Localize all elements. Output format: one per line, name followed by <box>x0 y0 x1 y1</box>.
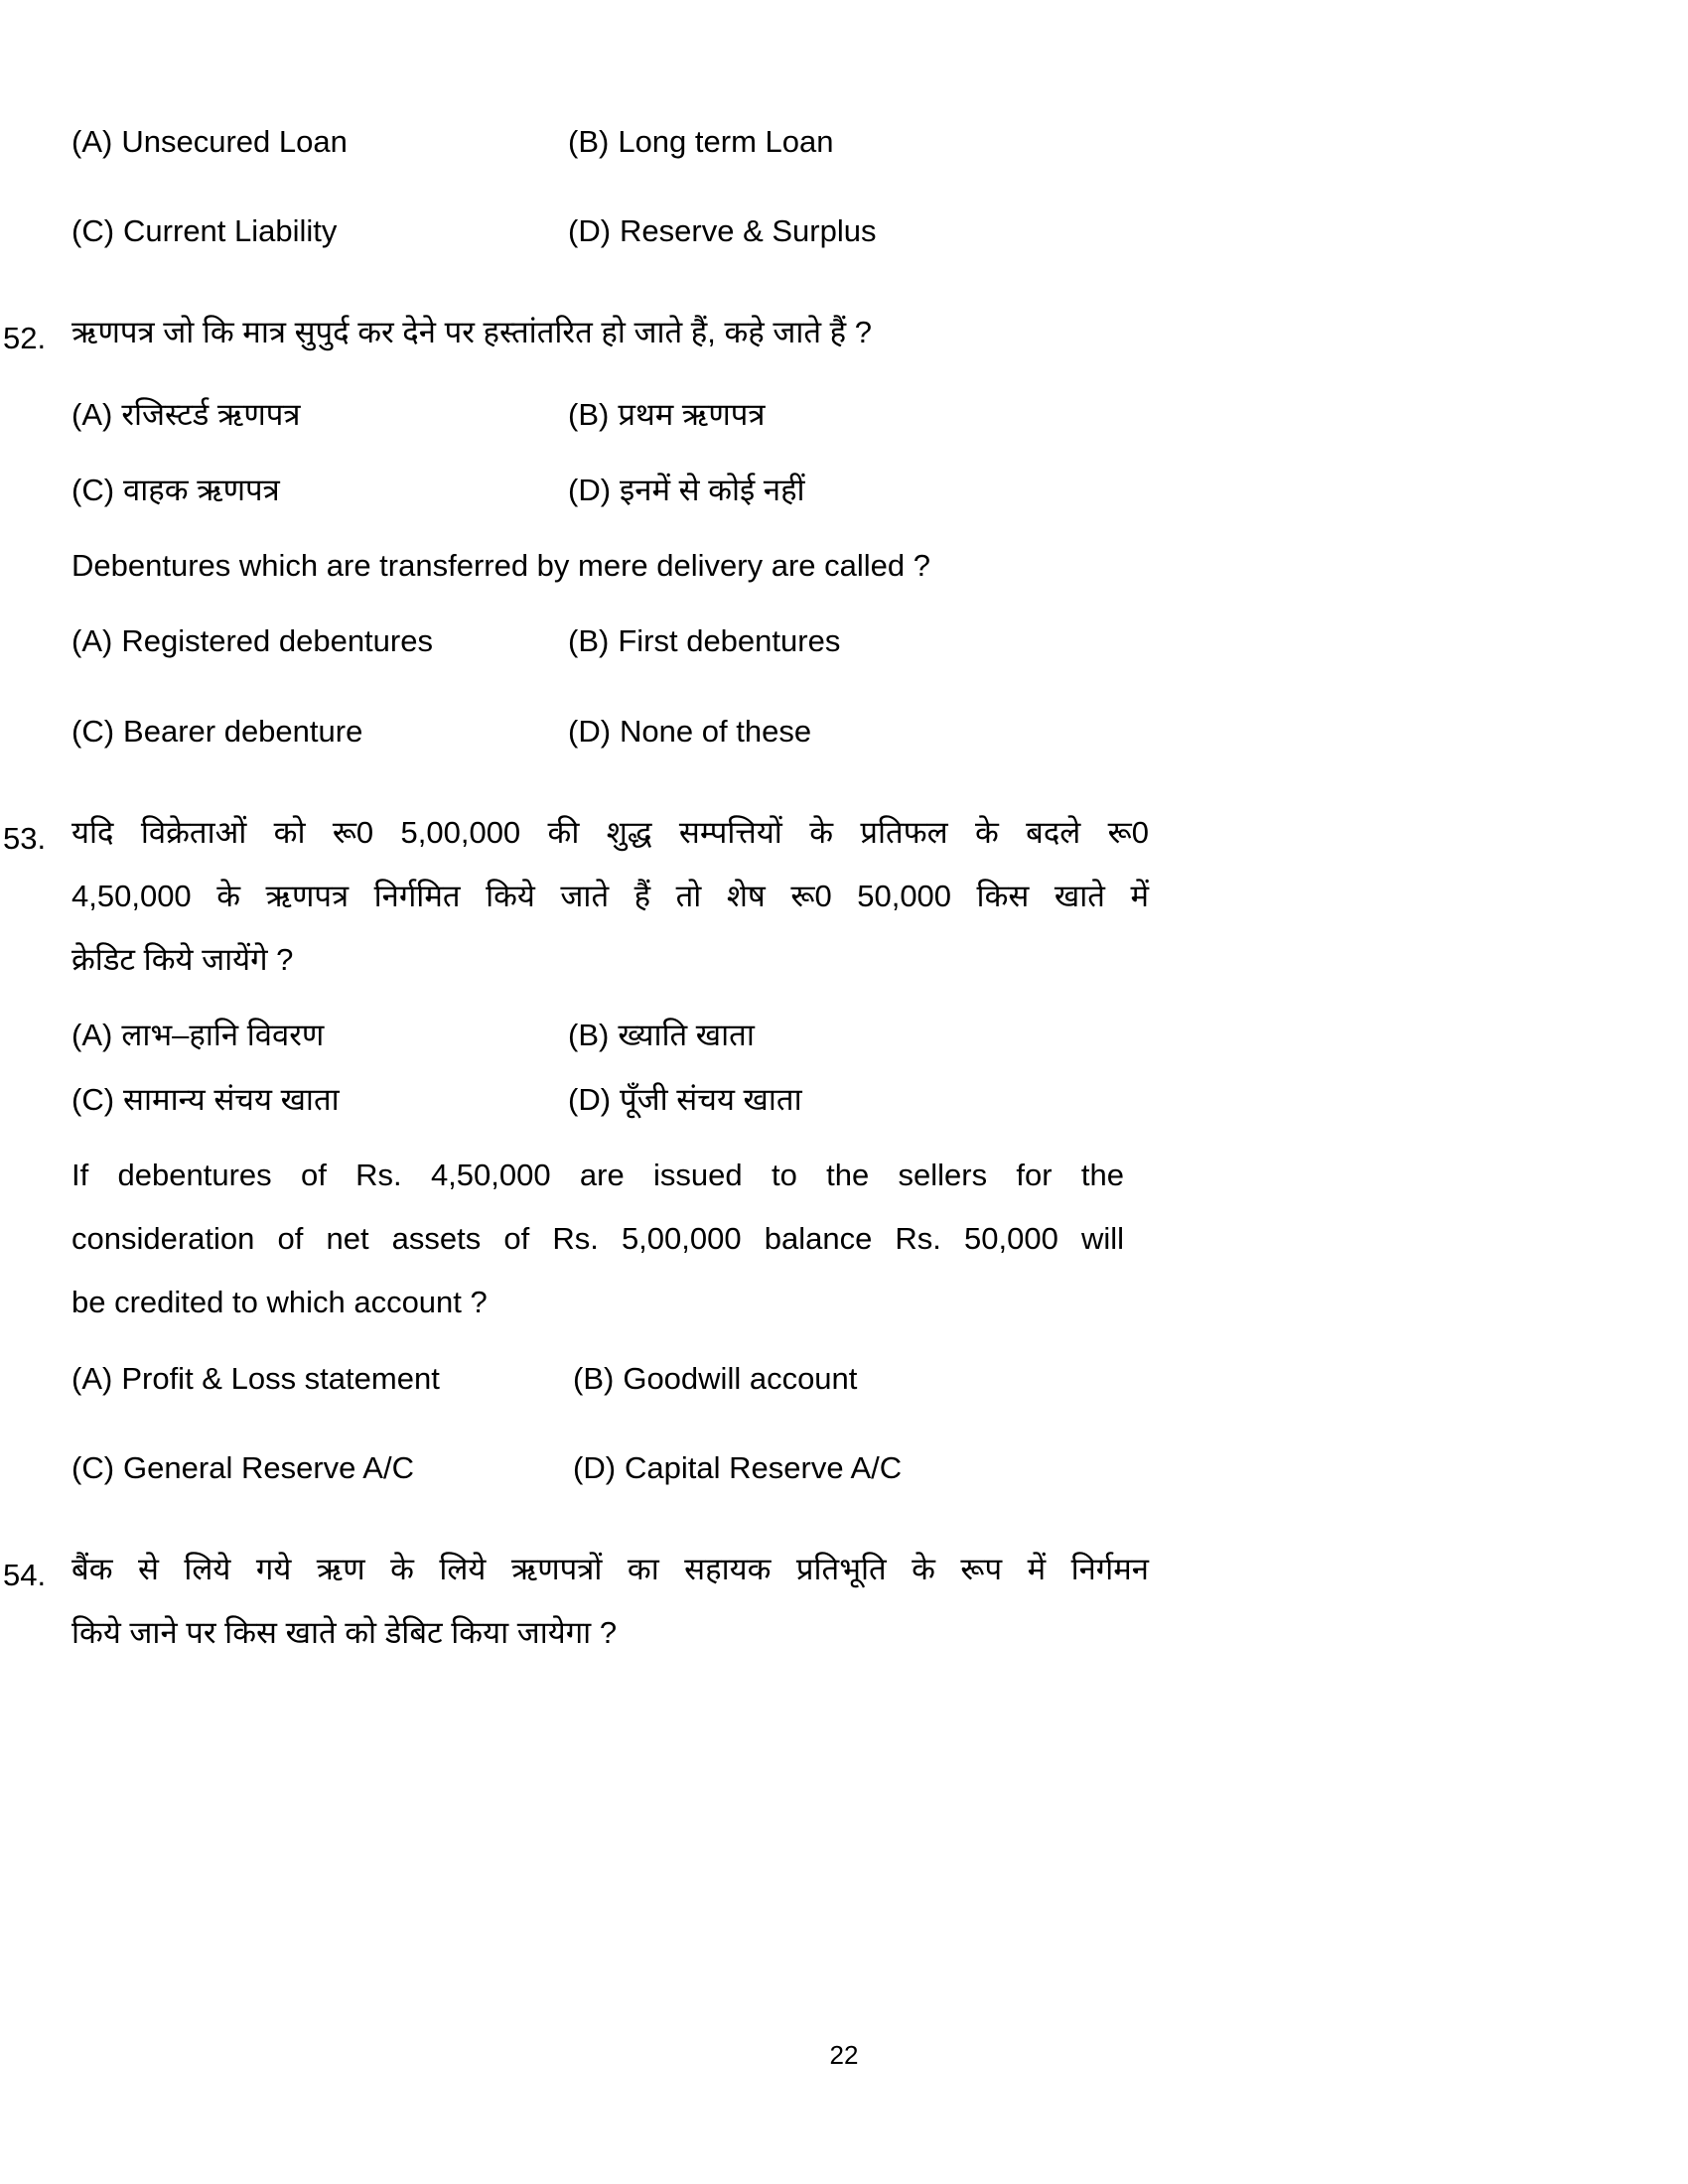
option-d-text: None of these <box>620 713 812 749</box>
option-a[interactable] <box>71 1354 573 1404</box>
option-d-text: Reserve & Surplus <box>620 213 877 249</box>
option-b[interactable] <box>568 616 1124 666</box>
option-b-text: First debentures <box>618 623 841 659</box>
spacer <box>0 256 1688 308</box>
question-52-stem-hindi: ऋणपत्र जो कि मात्र सुपुर्द कर देने पर हस्तांतरित हो जाते हैं, कहे जाते हैं ? <box>71 315 872 350</box>
option-c-text: Bearer debenture <box>123 713 363 749</box>
spacer <box>0 1125 1688 1151</box>
question-53-number: 53. <box>3 820 47 856</box>
option-b-label: (B) <box>568 124 610 159</box>
option-c-text: वाहक ऋणपत्र <box>123 472 280 507</box>
option-d[interactable] <box>568 466 1124 515</box>
option-c[interactable] <box>71 206 568 256</box>
option-a[interactable] <box>71 117 568 167</box>
spacer <box>0 1061 1688 1075</box>
option-a-label: (A) <box>71 396 113 432</box>
option-b-label: (B) <box>568 396 610 432</box>
option-c[interactable] <box>71 1443 573 1493</box>
option-b-text: Long term Loan <box>618 124 834 159</box>
option-d[interactable] <box>568 1075 1124 1125</box>
spacer <box>71 1594 1688 1608</box>
question-54-head <box>0 1545 1688 1658</box>
stem-hindi-line-2: 4,50,000 के ऋणपत्र निर्गमित किये जाते हैं तो शेष रू0 50,000 किस खाते में <box>71 878 1149 913</box>
spacer <box>0 591 1688 616</box>
option-row-cd-hindi <box>71 466 1223 515</box>
question-block-51-continued <box>0 117 1688 256</box>
option-row-ab-english <box>71 1354 1223 1404</box>
option-d-label: (D) <box>573 1449 617 1485</box>
option-a-text: Unsecured Loan <box>121 124 348 159</box>
stem-hindi-line-2: किये जाने पर किस खाते को डेबिट किया जायेगा ? <box>71 1615 618 1651</box>
option-a-text: रजिस्टर्ड ऋणपत्र <box>121 396 301 432</box>
option-d-text: पूँजी संचय खाता <box>620 1081 802 1117</box>
option-row-ab-english <box>71 616 1223 666</box>
option-row-cd-hindi <box>71 1075 1223 1125</box>
spacer <box>0 364 1688 390</box>
question-54-stem-hindi <box>71 1545 1688 1658</box>
spacer <box>0 515 1688 541</box>
spacer <box>0 667 1688 707</box>
question-block-54 <box>0 1545 1688 1658</box>
option-d-label: (D) <box>568 472 612 507</box>
stem-hindi-line-3: क्रेडिट किये जायेंगे ? <box>71 942 294 978</box>
option-d[interactable] <box>568 206 1124 256</box>
spacer <box>0 1404 1688 1443</box>
option-c-label: (C) <box>71 713 115 749</box>
option-d-text: इनमें से कोई नहीं <box>620 472 805 507</box>
option-row-cd-english <box>71 1443 1223 1493</box>
stem-hindi-line-1: यदि विक्रेताओं को रू0 5,00,000 की शुद्ध सम्पत्तियों के प्रतिफल के बदले रू0 <box>71 814 1149 850</box>
spacer <box>71 921 1688 935</box>
option-c-text: Current Liability <box>123 213 338 249</box>
spacer <box>0 985 1688 1011</box>
option-row-ab <box>71 117 1223 167</box>
option-c[interactable] <box>71 466 568 515</box>
question-53-stem-hindi <box>71 808 1688 986</box>
option-b[interactable] <box>573 1354 1129 1404</box>
option-d-label: (D) <box>568 1081 612 1117</box>
stem-english-line-3: be credited to which account ? <box>71 1285 488 1320</box>
spacer <box>0 756 1688 808</box>
option-row-cd-english <box>71 707 1223 756</box>
spacer <box>71 1200 1149 1214</box>
option-b[interactable] <box>568 390 1124 440</box>
option-row-ab-hindi <box>71 390 1223 440</box>
option-c-text: General Reserve A/C <box>123 1449 414 1485</box>
option-a-label: (A) <box>71 623 113 659</box>
spacer <box>0 1328 1688 1354</box>
question-block-53 <box>0 808 1688 1493</box>
option-b-text: ख्याति खाता <box>618 1018 755 1053</box>
option-c[interactable] <box>71 707 568 756</box>
spacer <box>71 858 1688 872</box>
option-a-label: (A) <box>71 124 113 159</box>
question-54-number: 54. <box>3 1557 47 1592</box>
option-a[interactable] <box>71 616 568 666</box>
question-52-head <box>0 308 1688 363</box>
question-52-stem-english: Debentures which are transferred by mere delivery are called ? <box>71 548 930 584</box>
option-b-label: (B) <box>568 623 610 659</box>
option-c-label: (C) <box>71 213 115 249</box>
stem-english-line-1: If debentures of Rs. 4,50,000 are issued to the sellers for the <box>71 1157 1124 1192</box>
question-block-52 <box>0 308 1688 755</box>
spacer <box>71 1264 1149 1278</box>
option-row-cd <box>71 206 1223 256</box>
option-a[interactable] <box>71 1011 568 1060</box>
option-a-text: लाभ–हानि विवरण <box>121 1018 325 1053</box>
spacer <box>0 440 1688 466</box>
option-b[interactable] <box>568 117 1124 167</box>
stem-hindi-line-1: बैंक से लिये गये ऋण के लिये ऋणपत्रों का सहायक प्रतिभूति के रूप में निर्गमन <box>71 1551 1149 1586</box>
question-53-stem-english <box>71 1151 1149 1328</box>
page-number: 22 <box>829 2040 859 2070</box>
option-c-label: (C) <box>71 472 115 507</box>
option-d[interactable] <box>573 1443 1129 1493</box>
option-b-label: (B) <box>573 1360 615 1396</box>
spacer <box>0 1493 1688 1545</box>
option-a-text: Registered debentures <box>121 623 433 659</box>
option-c[interactable] <box>71 1075 568 1125</box>
option-b-text: Goodwill account <box>623 1360 858 1396</box>
option-d[interactable] <box>568 707 1124 756</box>
option-c-label: (C) <box>71 1081 115 1117</box>
question-52-number: 52. <box>3 321 47 356</box>
option-a-text: Profit & Loss statement <box>121 1360 440 1396</box>
option-d-text: Capital Reserve A/C <box>625 1449 903 1485</box>
spacer <box>0 167 1688 206</box>
option-c-label: (C) <box>71 1449 115 1485</box>
option-b-text: प्रथम ऋणपत्र <box>618 396 766 432</box>
stem-english-line-2: consideration of net assets of Rs. 5,00,000 balance Rs. 50,000 will <box>71 1221 1124 1257</box>
option-d-label: (D) <box>568 713 612 749</box>
option-a-label: (A) <box>71 1018 113 1053</box>
option-c-text: सामान्य संचय खाता <box>123 1081 340 1117</box>
option-a-label: (A) <box>71 1360 113 1396</box>
question-53-head <box>0 808 1688 986</box>
option-d-label: (D) <box>568 213 612 249</box>
option-row-ab-hindi <box>71 1011 1223 1060</box>
option-a[interactable] <box>71 390 568 440</box>
option-b[interactable] <box>568 1011 1124 1060</box>
option-b-label: (B) <box>568 1018 610 1053</box>
